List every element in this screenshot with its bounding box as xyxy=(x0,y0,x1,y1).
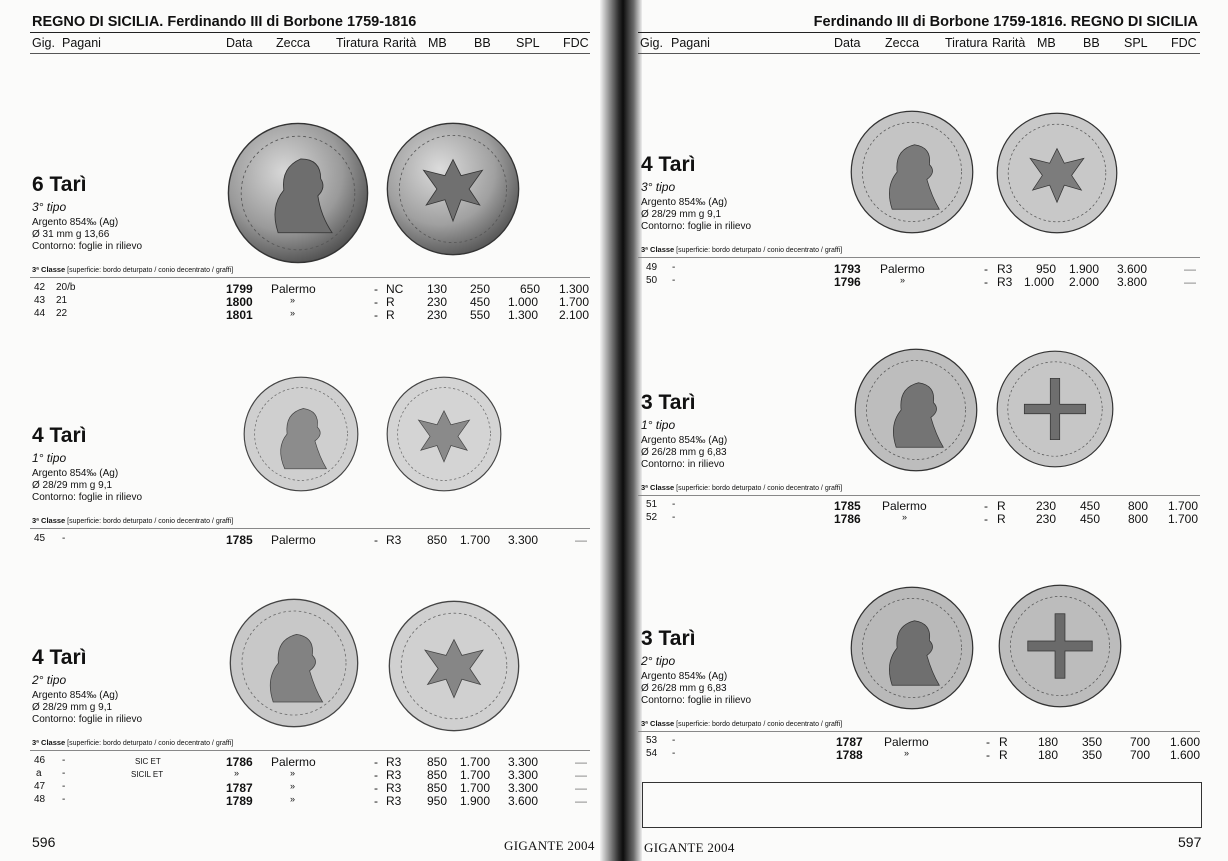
spec-edge: Contorno: foglie in rilievo xyxy=(32,241,143,252)
coin-specs xyxy=(641,671,751,707)
coin-tipo: 1° tipo xyxy=(641,418,676,432)
col-zecca: Zecca xyxy=(276,36,311,50)
grade-class-note: 3ª Classe [superficie: bordo deturpato / conio decentrato / graffi] xyxy=(32,516,234,525)
right-page xyxy=(628,0,1228,861)
table-rule xyxy=(638,731,1200,732)
col-spl: SPL xyxy=(516,36,540,50)
col-tiratura: Tiratura xyxy=(336,36,379,50)
header-rule-bottom xyxy=(638,53,1200,54)
col-gig: Gig. xyxy=(640,36,663,50)
table-row: 45 - 1785 Palermo - R3 850 1.700 3.300 — xyxy=(34,533,587,547)
col-data: Data xyxy=(226,36,253,50)
table-row: 52 - 1786 » - R 230 450 800 1.700 xyxy=(646,512,1199,526)
spec-metal: Argento 854‰ (Ag) xyxy=(641,197,728,208)
table-row: 50 - 1796 » - R3 1.000 2.000 3.800 — xyxy=(646,275,1196,289)
table-row: 47 - 1787 » - R3 850 1.700 3.300 — xyxy=(34,781,587,795)
table-row: 54 - 1788 » - R 180 350 700 1.600 xyxy=(646,748,1201,762)
coin-specs xyxy=(641,435,727,471)
col-fdc: FDC xyxy=(1171,36,1197,50)
spec-edge: Contorno: foglie in rilievo xyxy=(641,695,752,706)
grade-class-note: 3ª Classe [superficie: bordo deturpato / conio decentrato / graffi] xyxy=(641,719,843,728)
grade-class-note: 3ª Classe [superficie: bordo deturpato / conio decentrato / graffi] xyxy=(641,483,843,492)
coin-tipo: 3° tipo xyxy=(641,180,676,194)
coin-obverse-image xyxy=(850,110,974,234)
col-mb: MB xyxy=(428,36,447,50)
header-rule xyxy=(30,32,590,33)
coin-tipo: 2° tipo xyxy=(641,654,676,668)
running-head: Ferdinando III di Borbone 1759-1816. REGNO DI SICILIA xyxy=(813,14,1198,30)
coin-obverse-image xyxy=(227,122,369,264)
coin-title: 4 Tarì xyxy=(32,646,87,669)
imprint: GIGANTE 2004 xyxy=(504,838,595,853)
spec-metal: Argento 854‰ (Ag) xyxy=(641,671,728,682)
spec-metal: Argento 854‰ (Ag) xyxy=(32,690,119,701)
running-head: REGNO DI SICILIA. Ferdinando III di Borbone 1759-1816 xyxy=(32,14,417,30)
spec-edge: Contorno: in rilievo xyxy=(641,459,725,470)
grade-class-note: 3ª Classe [superficie: bordo deturpato / conio decentrato / graffi] xyxy=(32,738,234,747)
coin-reverse-image xyxy=(996,112,1118,234)
coin-title: 3 Tarì xyxy=(641,627,696,650)
table-row: 49 - 1793 Palermo - R3 950 1.900 3.600 — xyxy=(646,262,1196,276)
coin-specs xyxy=(32,690,142,726)
table-rule xyxy=(638,257,1200,258)
table-row: 46 - SIC ET 1786 Palermo - R3 850 1.700 3.300 — xyxy=(34,755,587,769)
coin-tipo: 1° tipo xyxy=(32,451,67,465)
table-row: 48 - 1789 » - R3 950 1.900 3.600 — xyxy=(34,794,587,808)
table-rule xyxy=(30,277,590,278)
coin-tipo: 3° tipo xyxy=(32,200,67,214)
col-spl: SPL xyxy=(1124,36,1148,50)
spec-size: Ø 28/29 mm g 9,1 xyxy=(641,209,722,220)
coin-obverse-image xyxy=(850,586,974,710)
table-row: 42 20/b 1799 Palermo - NC 130 250 650 1.300 xyxy=(34,282,590,296)
col-rarita: Rarità xyxy=(992,36,1026,50)
spec-size: Ø 28/29 mm g 9,1 xyxy=(32,480,113,491)
col-rarita: Rarità xyxy=(383,36,417,50)
col-bb: BB xyxy=(1083,36,1100,50)
col-pagani: Pagani xyxy=(671,36,710,50)
spec-metal: Argento 854‰ (Ag) xyxy=(32,468,119,479)
table-row: a - SICIL ET » » - R3 850 1.700 3.300 — xyxy=(36,768,587,782)
coin-tipo: 2° tipo xyxy=(32,673,67,687)
header-rule-bottom xyxy=(30,53,590,54)
left-page xyxy=(0,0,608,861)
spec-size: Ø 26/28 mm g 6,83 xyxy=(641,683,727,694)
coin-obverse-image xyxy=(229,598,359,728)
spec-size: Ø 31 mm g 13,66 xyxy=(32,229,110,240)
coin-obverse-image xyxy=(243,376,359,492)
col-mb: MB xyxy=(1037,36,1056,50)
coin-specs xyxy=(32,468,142,504)
coin-reverse-image xyxy=(386,376,502,492)
spec-size: Ø 26/28 mm g 6,83 xyxy=(641,447,727,458)
empty-notes-box xyxy=(642,782,1202,828)
coin-reverse-image xyxy=(388,600,520,732)
table-rule xyxy=(638,495,1200,496)
grade-class-note: 3ª Classe [superficie: bordo deturpato / conio decentrato / graffi] xyxy=(32,265,234,274)
table-row: 53 - 1787 Palermo - R 180 350 700 1.600 xyxy=(646,735,1201,749)
table-row: 51 - 1785 Palermo - R 230 450 800 1.700 xyxy=(646,499,1199,513)
spec-metal: Argento 854‰ (Ag) xyxy=(32,217,119,228)
col-gig: Gig. xyxy=(32,36,55,50)
coin-title: 4 Tarì xyxy=(641,153,696,176)
table-rule xyxy=(30,528,590,529)
spec-edge: Contorno: foglie in rilievo xyxy=(641,221,752,232)
imprint: GIGANTE 2004 xyxy=(644,840,735,855)
coin-title: 4 Tarì xyxy=(32,424,87,447)
col-fdc: FDC xyxy=(563,36,589,50)
coin-reverse-image xyxy=(386,122,520,256)
coin-reverse-image xyxy=(998,584,1122,708)
col-bb: BB xyxy=(474,36,491,50)
grade-class-note: 3ª Classe [superficie: bordo deturpato / conio decentrato / graffi] xyxy=(641,245,843,254)
coin-reverse-image xyxy=(996,350,1114,468)
col-data: Data xyxy=(834,36,861,50)
page-number: 597 xyxy=(1178,834,1202,850)
coin-title: 6 Tarì xyxy=(32,173,87,196)
coin-title: 3 Tarì xyxy=(641,391,696,414)
table-rule xyxy=(30,750,590,751)
coin-specs xyxy=(32,217,142,253)
spec-metal: Argento 854‰ (Ag) xyxy=(641,435,728,446)
page-number: 596 xyxy=(32,834,56,850)
col-tiratura: Tiratura xyxy=(945,36,988,50)
header-rule xyxy=(638,32,1200,33)
table-row: 44 22 1801 » - R 230 550 1.300 2.100 xyxy=(34,308,590,322)
spec-edge: Contorno: foglie in rilievo xyxy=(32,492,143,503)
coin-obverse-image xyxy=(854,348,978,472)
spec-size: Ø 28/29 mm g 9,1 xyxy=(32,702,113,713)
spec-edge: Contorno: foglie in rilievo xyxy=(32,714,143,725)
coin-specs xyxy=(641,197,751,233)
col-zecca: Zecca xyxy=(885,36,920,50)
col-pagani: Pagani xyxy=(62,36,101,50)
table-row: 43 21 1800 » - R 230 450 1.000 1.700 xyxy=(34,295,590,309)
